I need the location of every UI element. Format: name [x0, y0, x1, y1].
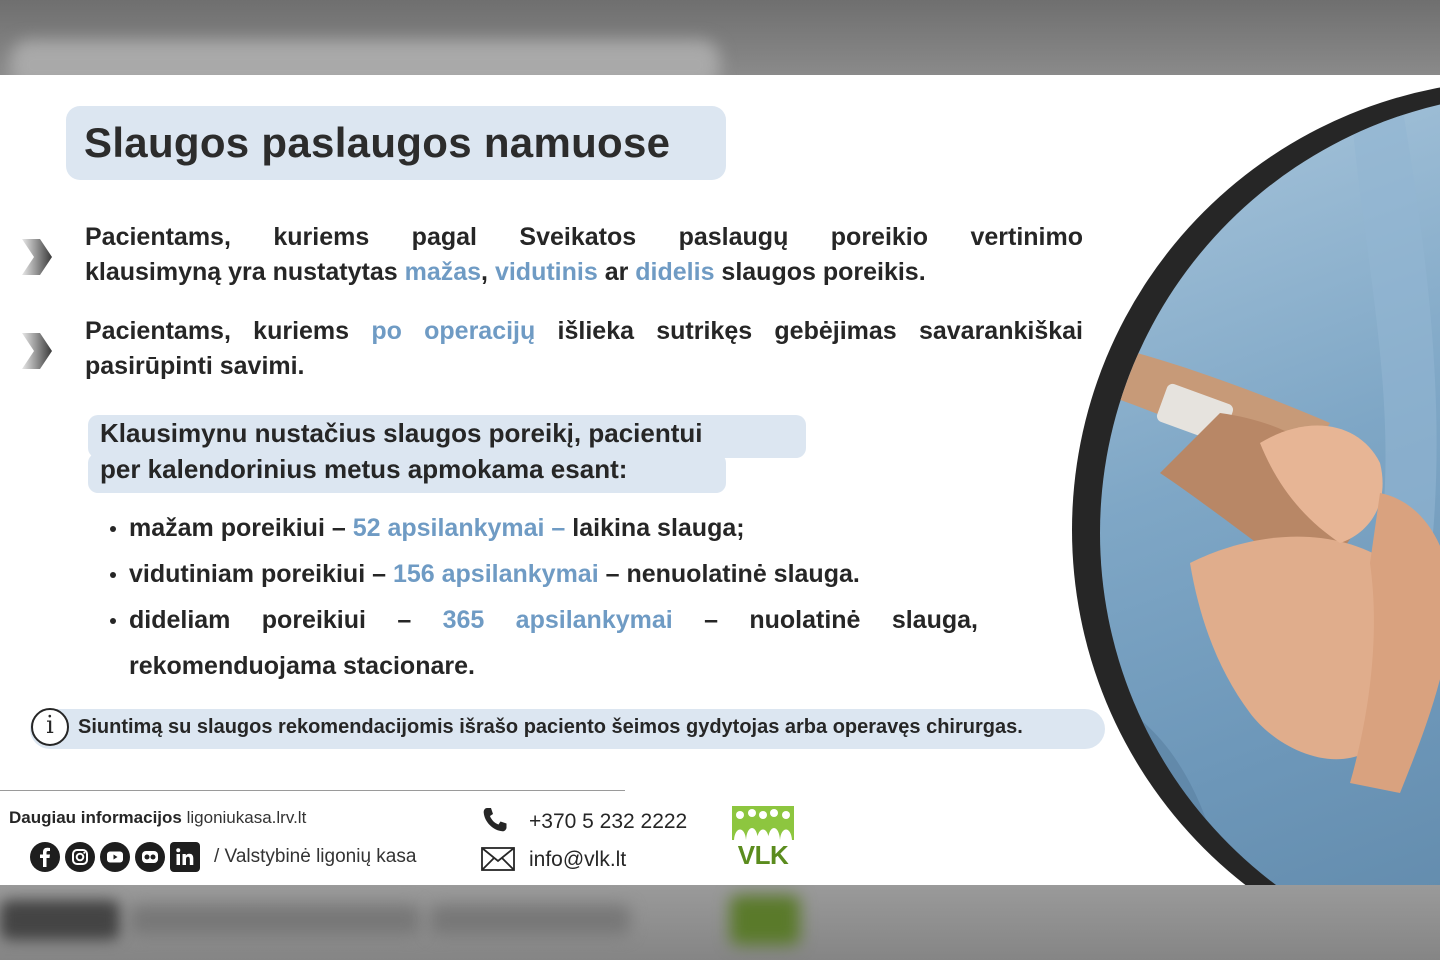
point-1-sep: ,	[481, 258, 495, 286]
email-address[interactable]: info@vlk.lt	[529, 848, 627, 871]
point-1-text-b: ar	[597, 258, 636, 286]
question-line-1: Klausimynu nustačius slaugos poreikį, pacientui	[100, 418, 703, 448]
website-link[interactable]: ligoniukasa.lrv.lt	[186, 808, 307, 827]
point-1-text-c: slaugos poreikis.	[714, 258, 926, 286]
more-info-label: Daugiau informacijos	[9, 808, 182, 827]
highlight-after-surgery: po operacijų	[371, 317, 536, 345]
list-item: mažam poreikiui – 52 apsilankymai – laikina slauga;	[108, 510, 978, 546]
point-1	[85, 220, 1083, 290]
flickr-icon[interactable]	[135, 842, 165, 872]
phone-icon	[480, 805, 510, 835]
visits-count: 365 apsilankymai	[442, 606, 673, 634]
footer-divider	[0, 790, 625, 791]
visits-count: 156 apsilankymai	[392, 560, 599, 588]
point-2-line-1	[85, 314, 1083, 349]
list-item: dideliam poreikiui – 365 apsilankymai – nuolatinė slauga, rekomenduojama stacionare.	[108, 602, 978, 684]
logo-text: VLK	[737, 840, 789, 870]
needs-list	[108, 510, 978, 694]
question-line-2: per kalendorinius metus apmokama esant:	[100, 454, 628, 484]
point-1-line-1: Pacientams, kuriems pagal Sveikatos paslaugų poreikio vertinimo	[85, 223, 1083, 251]
highlight-medium: vidutinis	[494, 258, 598, 286]
holding-hands-photo	[1100, 93, 1440, 885]
point-2	[85, 314, 1083, 384]
facebook-icon[interactable]	[30, 842, 60, 872]
linkedin-icon[interactable]	[170, 842, 200, 872]
point-1-line-2	[85, 255, 1083, 290]
info-card	[0, 75, 1440, 885]
page-title: Slaugos paslaugos namuose	[84, 119, 671, 166]
visits-count: 52 apsilankymai –	[352, 514, 566, 542]
blurred-background-bottom	[0, 885, 1440, 960]
info-icon: i	[31, 708, 69, 746]
mail-icon	[481, 847, 515, 871]
youtube-icon[interactable]	[100, 842, 130, 872]
more-info	[9, 808, 306, 828]
highlight-small: mažas	[404, 258, 482, 286]
organization-name: / Valstybinė ligonių kasa	[214, 846, 417, 867]
point-2-line-2: pasirūpinti savimi.	[85, 352, 305, 380]
point-2-text-b: išlieka sutrikęs gebėjimas savarankiškai	[535, 317, 1083, 345]
blurred-background-top	[0, 0, 1440, 75]
chevron-right-icon	[20, 237, 54, 277]
info-text: Siuntimą su slaugos rekomendacijomis išrašo paciento šeimos gydytojas arba operavęs chirurgas.	[78, 716, 1023, 738]
point-1-text-a: klausimyną yra nustatytas	[85, 258, 405, 286]
chevron-right-icon	[20, 331, 54, 371]
social-icons	[30, 842, 200, 874]
point-2-text-a: Pacientams, kuriems	[85, 317, 372, 345]
instagram-icon[interactable]	[65, 842, 95, 872]
phone-number[interactable]: +370 5 232 2222	[529, 810, 688, 833]
highlight-large: didelis	[635, 258, 715, 286]
list-item: vidutiniam poreikiui – 156 apsilankymai – nenuolatinė slauga.	[108, 556, 978, 592]
vlk-logo	[730, 806, 796, 872]
